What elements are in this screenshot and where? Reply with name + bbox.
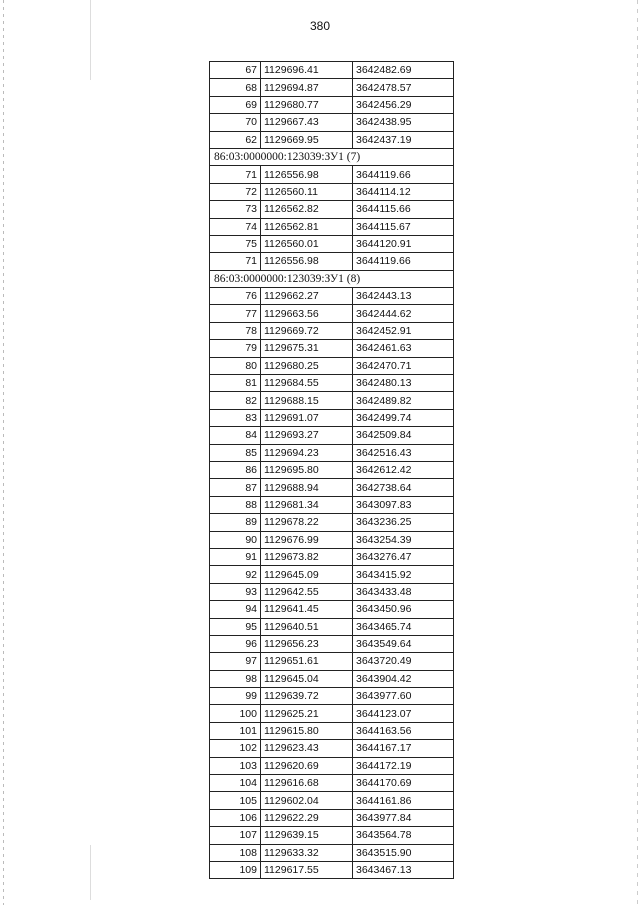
point-number-cell: 87 xyxy=(210,479,261,496)
point-number-cell: 91 xyxy=(210,548,261,565)
coordinates-table xyxy=(209,61,454,879)
table-row xyxy=(210,479,454,496)
x-coordinate-cell: 1129639.15 xyxy=(261,827,353,844)
point-number-cell: 75 xyxy=(210,235,261,252)
y-coordinate-cell: 3644161.86 xyxy=(353,792,454,809)
y-coordinate-cell: 3642516.43 xyxy=(353,444,454,461)
y-coordinate-cell: 3644163.56 xyxy=(353,722,454,739)
point-number-cell: 83 xyxy=(210,409,261,426)
y-coordinate-cell: 3644115.66 xyxy=(353,201,454,218)
y-coordinate-cell: 3642480.13 xyxy=(353,375,454,392)
x-coordinate-cell: 1129617.55 xyxy=(261,861,353,878)
table-row xyxy=(210,201,454,218)
y-coordinate-cell: 3642478.57 xyxy=(353,79,454,96)
x-coordinate-cell: 1129680.77 xyxy=(261,96,353,113)
x-coordinate-cell: 1129642.55 xyxy=(261,583,353,600)
x-coordinate-cell: 1126562.81 xyxy=(261,218,353,235)
table-row xyxy=(210,114,454,131)
y-coordinate-cell: 3643515.90 xyxy=(353,844,454,861)
point-number-cell: 81 xyxy=(210,375,261,392)
x-coordinate-cell: 1129673.82 xyxy=(261,548,353,565)
scan-mark-top xyxy=(90,0,91,80)
point-number-cell: 104 xyxy=(210,775,261,792)
x-coordinate-cell: 1129669.95 xyxy=(261,131,353,148)
table-row xyxy=(210,809,454,826)
point-number-cell: 70 xyxy=(210,114,261,131)
y-coordinate-cell: 3642482.69 xyxy=(353,62,454,79)
y-coordinate-cell: 3643467.13 xyxy=(353,861,454,878)
point-number-cell: 105 xyxy=(210,792,261,809)
point-number-cell: 78 xyxy=(210,322,261,339)
table-row xyxy=(210,514,454,531)
x-coordinate-cell: 1129622.29 xyxy=(261,809,353,826)
table-row xyxy=(210,531,454,548)
table-row xyxy=(210,566,454,583)
x-coordinate-cell: 1129651.61 xyxy=(261,653,353,670)
point-number-cell: 67 xyxy=(210,62,261,79)
x-coordinate-cell: 1129675.31 xyxy=(261,340,353,357)
y-coordinate-cell: 3644119.66 xyxy=(353,166,454,183)
table-row xyxy=(210,861,454,878)
y-coordinate-cell: 3643097.83 xyxy=(353,496,454,513)
point-number-cell: 71 xyxy=(210,253,261,270)
point-number-cell: 93 xyxy=(210,583,261,600)
y-coordinate-cell: 3642470.71 xyxy=(353,357,454,374)
table-row xyxy=(210,740,454,757)
point-number-cell: 71 xyxy=(210,166,261,183)
y-coordinate-cell: 3642443.13 xyxy=(353,288,454,305)
point-number-cell: 99 xyxy=(210,688,261,705)
table-row xyxy=(210,722,454,739)
point-number-cell: 72 xyxy=(210,183,261,200)
table-row xyxy=(210,427,454,444)
table-row xyxy=(210,461,454,478)
section-header-row xyxy=(210,148,454,165)
y-coordinate-cell: 3643236.25 xyxy=(353,514,454,531)
x-coordinate-cell: 1129688.94 xyxy=(261,479,353,496)
y-coordinate-cell: 3643465.74 xyxy=(353,618,454,635)
y-coordinate-cell: 3644172.19 xyxy=(353,757,454,774)
table-row xyxy=(210,688,454,705)
table-row xyxy=(210,775,454,792)
point-number-cell: 73 xyxy=(210,201,261,218)
table-row xyxy=(210,844,454,861)
x-coordinate-cell: 1129680.25 xyxy=(261,357,353,374)
y-coordinate-cell: 3643977.60 xyxy=(353,688,454,705)
point-number-cell: 79 xyxy=(210,340,261,357)
x-coordinate-cell: 1129678.22 xyxy=(261,514,353,531)
x-coordinate-cell: 1129694.23 xyxy=(261,444,353,461)
table-row xyxy=(210,409,454,426)
table-row xyxy=(210,166,454,183)
y-coordinate-cell: 3643720.49 xyxy=(353,653,454,670)
x-coordinate-cell: 1129681.34 xyxy=(261,496,353,513)
x-coordinate-cell: 1129602.04 xyxy=(261,792,353,809)
table-row xyxy=(210,322,454,339)
y-coordinate-cell: 3644170.69 xyxy=(353,775,454,792)
table-row xyxy=(210,635,454,652)
x-coordinate-cell: 1129616.68 xyxy=(261,775,353,792)
table-row xyxy=(210,601,454,618)
table-row xyxy=(210,253,454,270)
scan-edge-right xyxy=(637,0,638,905)
point-number-cell: 95 xyxy=(210,618,261,635)
point-number-cell: 84 xyxy=(210,427,261,444)
x-coordinate-cell: 1129691.07 xyxy=(261,409,353,426)
table-row xyxy=(210,653,454,670)
table-row xyxy=(210,583,454,600)
y-coordinate-cell: 3644167.17 xyxy=(353,740,454,757)
point-number-cell: 96 xyxy=(210,635,261,652)
y-coordinate-cell: 3643433.48 xyxy=(353,583,454,600)
x-coordinate-cell: 1129694.87 xyxy=(261,79,353,96)
point-number-cell: 107 xyxy=(210,827,261,844)
point-number-cell: 103 xyxy=(210,757,261,774)
x-coordinate-cell: 1129693.27 xyxy=(261,427,353,444)
y-coordinate-cell: 3643254.39 xyxy=(353,531,454,548)
x-coordinate-cell: 1129615.80 xyxy=(261,722,353,739)
section-header-row xyxy=(210,270,454,287)
x-coordinate-cell: 1129645.04 xyxy=(261,670,353,687)
y-coordinate-cell: 3642452.91 xyxy=(353,322,454,339)
point-number-cell: 82 xyxy=(210,392,261,409)
table-row xyxy=(210,218,454,235)
y-coordinate-cell: 3643549.64 xyxy=(353,635,454,652)
y-coordinate-cell: 3642509.84 xyxy=(353,427,454,444)
table-row xyxy=(210,79,454,96)
x-coordinate-cell: 1129695.80 xyxy=(261,461,353,478)
coordinates-table-body xyxy=(210,62,454,879)
x-coordinate-cell: 1129620.69 xyxy=(261,757,353,774)
point-number-cell: 62 xyxy=(210,131,261,148)
table-row xyxy=(210,131,454,148)
point-number-cell: 76 xyxy=(210,288,261,305)
table-row xyxy=(210,288,454,305)
point-number-cell: 106 xyxy=(210,809,261,826)
x-coordinate-cell: 1126556.98 xyxy=(261,253,353,270)
x-coordinate-cell: 1129662.27 xyxy=(261,288,353,305)
x-coordinate-cell: 1129684.55 xyxy=(261,375,353,392)
x-coordinate-cell: 1126560.11 xyxy=(261,183,353,200)
point-number-cell: 90 xyxy=(210,531,261,548)
table-row xyxy=(210,183,454,200)
table-row xyxy=(210,827,454,844)
x-coordinate-cell: 1129656.23 xyxy=(261,635,353,652)
y-coordinate-cell: 3642489.82 xyxy=(353,392,454,409)
table-row xyxy=(210,705,454,722)
x-coordinate-cell: 1126556.98 xyxy=(261,166,353,183)
x-coordinate-cell: 1126562.82 xyxy=(261,201,353,218)
x-coordinate-cell: 1129641.45 xyxy=(261,601,353,618)
table-row xyxy=(210,392,454,409)
point-number-cell: 86 xyxy=(210,461,261,478)
x-coordinate-cell: 1129639.72 xyxy=(261,688,353,705)
y-coordinate-cell: 3642456.29 xyxy=(353,96,454,113)
point-number-cell: 88 xyxy=(210,496,261,513)
section-title: 86:03:0000000:123039:ЗУ1 (7) xyxy=(210,148,454,165)
table-row xyxy=(210,444,454,461)
y-coordinate-cell: 3642499.74 xyxy=(353,409,454,426)
y-coordinate-cell: 3643904.42 xyxy=(353,670,454,687)
x-coordinate-cell: 1129645.09 xyxy=(261,566,353,583)
x-coordinate-cell: 1129625.21 xyxy=(261,705,353,722)
x-coordinate-cell: 1129688.15 xyxy=(261,392,353,409)
x-coordinate-cell: 1129676.99 xyxy=(261,531,353,548)
table-row xyxy=(210,357,454,374)
point-number-cell: 89 xyxy=(210,514,261,531)
y-coordinate-cell: 3644123.07 xyxy=(353,705,454,722)
table-row xyxy=(210,670,454,687)
table-row xyxy=(210,618,454,635)
y-coordinate-cell: 3643450.96 xyxy=(353,601,454,618)
point-number-cell: 98 xyxy=(210,670,261,687)
scan-edge-left xyxy=(3,0,4,905)
point-number-cell: 68 xyxy=(210,79,261,96)
y-coordinate-cell: 3644119.66 xyxy=(353,253,454,270)
table-row xyxy=(210,792,454,809)
x-coordinate-cell: 1129696.41 xyxy=(261,62,353,79)
scan-mark-bottom xyxy=(90,845,91,900)
table-row xyxy=(210,340,454,357)
table-row xyxy=(210,496,454,513)
page-number: 380 xyxy=(309,19,331,33)
y-coordinate-cell: 3642438.95 xyxy=(353,114,454,131)
table-row xyxy=(210,235,454,252)
y-coordinate-cell: 3644120.91 xyxy=(353,235,454,252)
y-coordinate-cell: 3643564.78 xyxy=(353,827,454,844)
table-row xyxy=(210,375,454,392)
point-number-cell: 77 xyxy=(210,305,261,322)
table-row xyxy=(210,96,454,113)
point-number-cell: 101 xyxy=(210,722,261,739)
point-number-cell: 109 xyxy=(210,861,261,878)
point-number-cell: 85 xyxy=(210,444,261,461)
x-coordinate-cell: 1129663.56 xyxy=(261,305,353,322)
y-coordinate-cell: 3644114.12 xyxy=(353,183,454,200)
y-coordinate-cell: 3643276.47 xyxy=(353,548,454,565)
y-coordinate-cell: 3642444.62 xyxy=(353,305,454,322)
point-number-cell: 92 xyxy=(210,566,261,583)
point-number-cell: 100 xyxy=(210,705,261,722)
x-coordinate-cell: 1129623.43 xyxy=(261,740,353,757)
point-number-cell: 80 xyxy=(210,357,261,374)
point-number-cell: 97 xyxy=(210,653,261,670)
point-number-cell: 108 xyxy=(210,844,261,861)
table-row xyxy=(210,757,454,774)
y-coordinate-cell: 3643977.84 xyxy=(353,809,454,826)
point-number-cell: 74 xyxy=(210,218,261,235)
y-coordinate-cell: 3642461.63 xyxy=(353,340,454,357)
x-coordinate-cell: 1126560.01 xyxy=(261,235,353,252)
y-coordinate-cell: 3642612.42 xyxy=(353,461,454,478)
y-coordinate-cell: 3644115.67 xyxy=(353,218,454,235)
y-coordinate-cell: 3642437.19 xyxy=(353,131,454,148)
section-title: 86:03:0000000:123039:ЗУ1 (8) xyxy=(210,270,454,287)
table-row xyxy=(210,548,454,565)
table-row xyxy=(210,305,454,322)
x-coordinate-cell: 1129667.43 xyxy=(261,114,353,131)
y-coordinate-cell: 3642738.64 xyxy=(353,479,454,496)
point-number-cell: 94 xyxy=(210,601,261,618)
x-coordinate-cell: 1129669.72 xyxy=(261,322,353,339)
y-coordinate-cell: 3643415.92 xyxy=(353,566,454,583)
x-coordinate-cell: 1129633.32 xyxy=(261,844,353,861)
point-number-cell: 102 xyxy=(210,740,261,757)
point-number-cell: 69 xyxy=(210,96,261,113)
table-row xyxy=(210,62,454,79)
x-coordinate-cell: 1129640.51 xyxy=(261,618,353,635)
